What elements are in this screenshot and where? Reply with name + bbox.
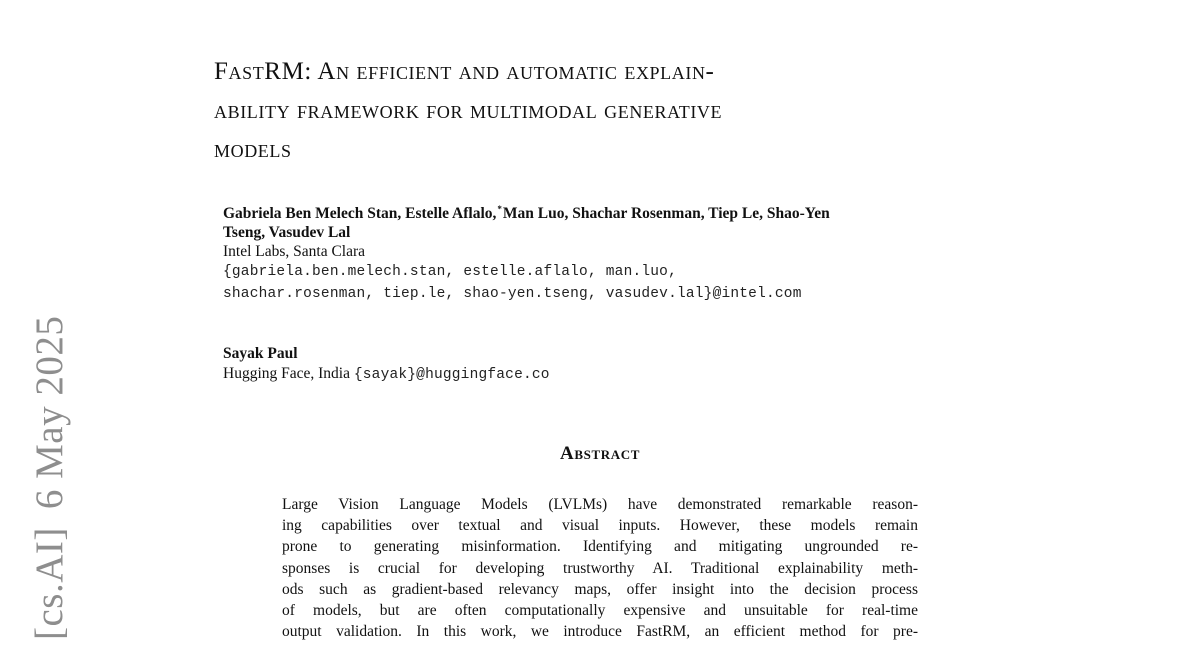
abstract-line: prone to generating misinformation. Identifying and mitigating ungrounded re- <box>282 538 918 556</box>
email-line: {gabriela.ben.melech.stan, estelle.aflalo, man.luo, <box>223 264 677 280</box>
title-line: models <box>214 136 292 163</box>
author-name: Sayak Paul <box>223 345 298 362</box>
abstract-line: ing capabilities over textual and visual inputs. However, these models remain <box>282 517 918 535</box>
abstract-line: ods such as gradient-based relevancy maps, offer insight into the decision process <box>282 580 918 598</box>
author-names <box>223 204 1003 242</box>
author-block-huggingface <box>223 344 550 385</box>
abstract-line: output validation. In this work, we introduce FastRM, an efficient method for pre- <box>282 623 918 641</box>
abstract-heading: Abstract <box>560 443 640 464</box>
author-names-segment: Man Luo, Shachar Rosenman, Tiep Le, Shao-Yen <box>502 205 830 222</box>
affiliation: Hugging Face, India <box>223 365 350 382</box>
title-line: FastRM: An efficient and automatic explain- <box>214 58 715 85</box>
author-names-segment: Gabriela Ben Melech Stan, Estelle Aflalo, <box>223 205 497 222</box>
paper-title <box>214 52 1014 169</box>
affiliation-line <box>223 364 550 385</box>
footnote-mark: * <box>497 203 502 214</box>
arxiv-side-stamp <box>27 316 72 640</box>
author-names-line: Tseng, Vasudev Lal <box>223 224 351 241</box>
abstract-body <box>282 494 918 642</box>
title-line: ability framework for multimodal generative <box>214 97 723 124</box>
abstract-line: of models, but are often computationally expensive and unsuitable for real-time <box>282 602 918 620</box>
author-names-line <box>223 204 1003 223</box>
email: {sayak}@huggingface.co <box>353 367 550 383</box>
arxiv-date: 6 May 2025 <box>28 315 71 510</box>
abstract-line: Large Vision Language Models (LVLMs) have demonstrated remarkable reason- <box>282 496 918 513</box>
email-line: shachar.rosenman, tiep.le, shao-yen.tseng, vasudev.lal}@intel.com <box>223 286 802 302</box>
abstract-line: sponses is crucial for developing trustworthy AI. Traditional explainability meth- <box>282 559 918 577</box>
author-block-intel <box>223 204 1003 305</box>
affiliation: Intel Labs, Santa Clara <box>223 243 366 260</box>
arxiv-category: [cs.AI] <box>28 527 71 640</box>
